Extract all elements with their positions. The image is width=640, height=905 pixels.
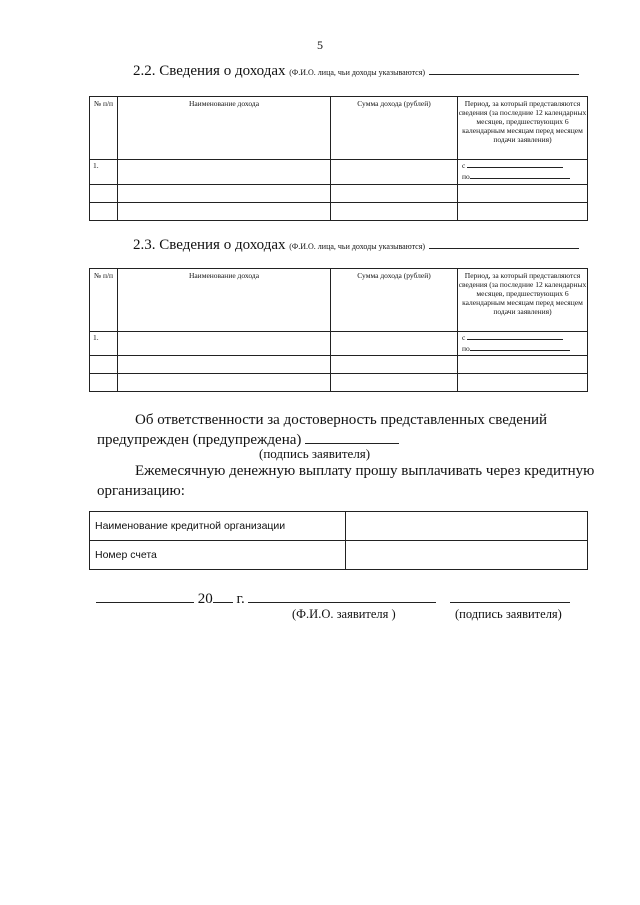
table-header-row <box>90 97 588 160</box>
footer-signature-line[interactable] <box>450 590 570 603</box>
year-suffix: г. <box>236 591 245 607</box>
header-period: Период, за который представляются сведения (за последние 12 календарных месяцев, предшествующих 6 календарным месяцам перед месяцем подачи заявления) <box>458 269 588 332</box>
table-row <box>90 541 588 570</box>
page-number: 5 <box>317 38 323 52</box>
liability-text: Об ответственности за достоверность представленных сведений предупрежден (предупреждена) <box>97 412 548 448</box>
table-row <box>90 185 588 203</box>
table-header-row <box>90 269 588 332</box>
period-cell[interactable] <box>458 160 588 185</box>
account-number-value[interactable] <box>346 541 588 570</box>
section-number: 2.3. <box>133 237 156 253</box>
table-row <box>90 203 588 221</box>
header-name: Наименование дохода <box>118 269 331 332</box>
footer-signature-caption: (подпись заявителя) <box>455 607 562 621</box>
period-from-label: с <box>462 161 466 170</box>
bank-org-value[interactable] <box>346 512 588 541</box>
period-to-label: по <box>462 171 470 181</box>
name-fill-line[interactable] <box>429 237 579 249</box>
name-fill-line[interactable] <box>429 63 579 75</box>
section-2-3-heading <box>133 237 579 254</box>
payment-request: Ежемесячную денежную выплату прошу выплачивать через кредитную организацию: <box>97 463 595 499</box>
account-number-label: Номер счета <box>90 541 346 570</box>
row-num: 1. <box>90 332 118 356</box>
bank-details-table <box>89 511 588 570</box>
section-title: Сведения о доходах <box>159 63 286 79</box>
row-num: 1. <box>90 160 118 185</box>
table-row <box>90 374 588 392</box>
period-to-label: по <box>462 343 470 353</box>
income-sum-cell[interactable] <box>331 332 458 356</box>
period-from-label: с <box>462 333 466 342</box>
signature-line[interactable] <box>305 431 399 444</box>
year-prefix: 20 <box>197 591 213 607</box>
period-cell[interactable] <box>458 332 588 356</box>
bank-org-label: Наименование кредитной организации <box>90 512 346 541</box>
table-row <box>90 332 588 356</box>
income-sum-cell[interactable] <box>331 160 458 185</box>
income-name-cell[interactable] <box>118 332 331 356</box>
income-table-2-2 <box>89 96 588 221</box>
table-row <box>90 356 588 374</box>
period-from-line[interactable] <box>467 332 563 340</box>
table-row <box>90 512 588 541</box>
signature-caption: (подпись заявителя) <box>259 446 371 461</box>
income-name-cell[interactable] <box>118 160 331 185</box>
section-2-2-heading <box>133 63 579 80</box>
fio-caption: (Ф.И.О. заявителя ) <box>292 607 396 621</box>
section-number: 2.2. <box>133 63 156 79</box>
header-name: Наименование дохода <box>118 97 331 160</box>
income-table-2-3 <box>89 268 588 392</box>
header-period: Период, за который представляются сведения (за последние 12 календарных месяцев, предшествующих 6 календарным месяцам перед месяцем подачи заявления) <box>458 97 588 160</box>
footer-date-line <box>96 590 570 608</box>
section-note: (Ф.И.О. лица, чьи доходы указываются) <box>289 68 426 77</box>
liability-statement <box>97 410 597 450</box>
year-fill-line[interactable] <box>213 590 233 603</box>
period-to-line[interactable] <box>470 171 570 179</box>
section-note: (Ф.И.О. лица, чьи доходы указываются) <box>289 242 426 251</box>
section-title: Сведения о доходах <box>159 237 286 253</box>
header-num: № п/п <box>90 97 118 160</box>
period-to-line[interactable] <box>470 343 570 351</box>
period-from-line[interactable] <box>467 160 563 168</box>
table-row <box>90 160 588 185</box>
header-sum: Сумма дохода (рублей) <box>331 97 458 160</box>
fio-fill-line[interactable] <box>248 590 436 603</box>
header-sum: Сумма дохода (рублей) <box>331 269 458 332</box>
header-num: № п/п <box>90 269 118 332</box>
date-fill-line[interactable] <box>96 590 194 603</box>
